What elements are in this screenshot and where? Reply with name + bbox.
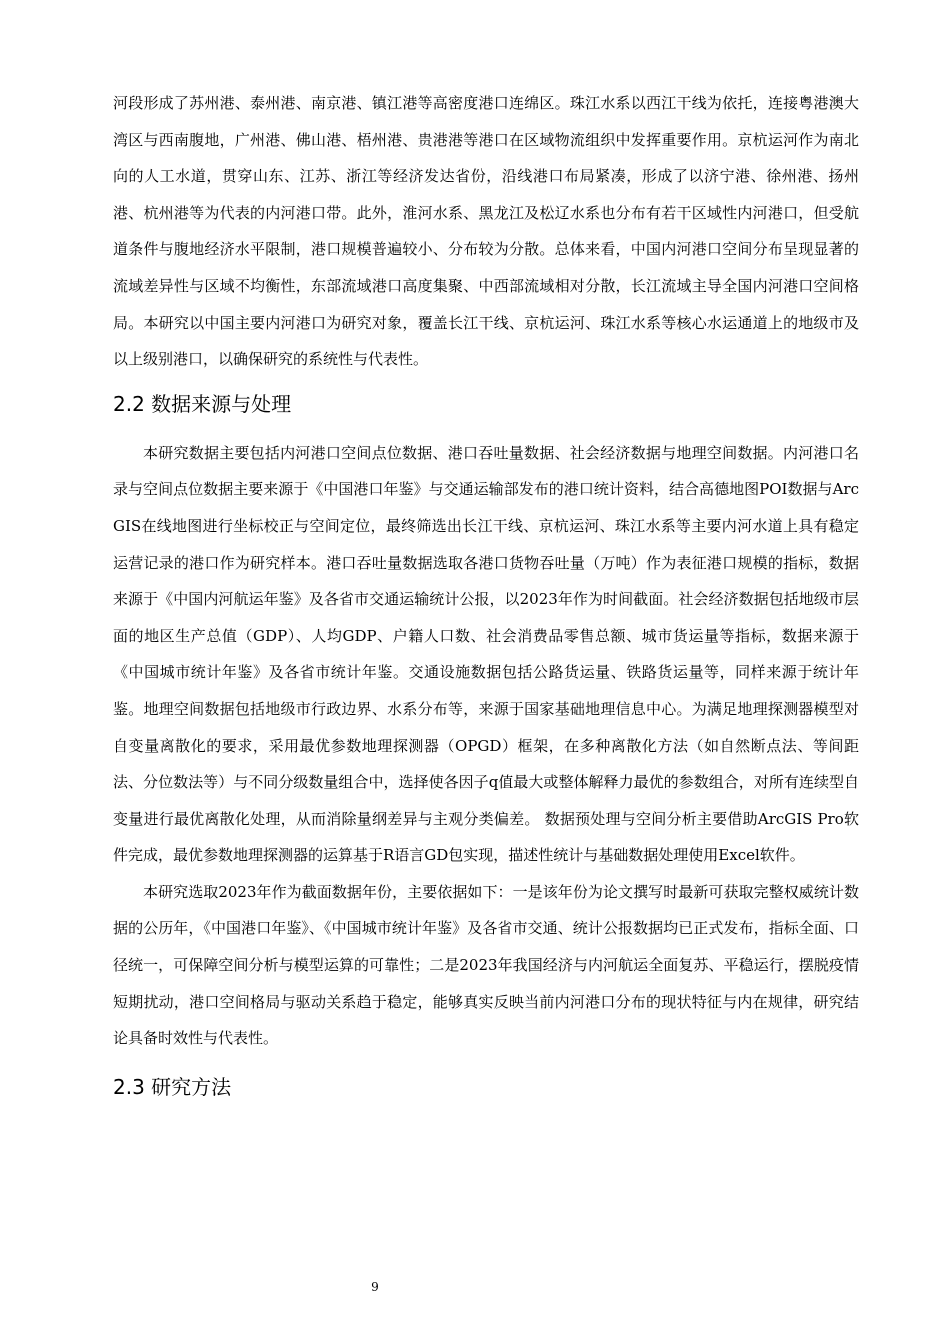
body-paragraph-data-sources: 本研究数据主要包括内河港口空间点位数据、港口吞吐量数据、社会经济数据与地理空间数据。内河港口名录与空间点位数据主要来源于《中国港口年鉴》与交通运输部发布的港口统计资料，结合高德地图POI数据与ArcGIS在线地图进行坐标校正与空间定位，最终筛选出长江干线、京杭运河、珠江水系等主要内河水道上具有稳定运营记录的港口作为研究样本。港口吞吐量数据选取各港口货物吞吐量（万吨）作为表征港口规模的指标，数据来源于《中国内河航运年鉴》及各省市交通运输统计公报，以2023年作为时间截面。社会经济数据包括地级市层面的地区生产总值（GDP）、人均GDP、户籍人口数、社会消费品零售总额、城市货运量等指标，数据来源于《中国城市统计年鉴》及各省市统计年鉴。交通设施数据包括公路货运量、铁路货运量等，同样来源于统计年鉴。地理空间数据包括地级市行政边界、水系分布等，来源于国家基础地理信息中心。为满足地理探测器模型对自变量离散化的要求，采用最优参数地理探测器（OPGD）框架，在多种离散化方法（如自然断点法、等间距法、分位数法等）与不同分级数量组合中，选择使各因子q值最大或整体解释力最优的参数组合，对所有连续型自变量进行最优离散化处理，从而消除量纲差异与主观分类偏差。 数据预处理与空间分析主要借助ArcGIS Pro软件完成，最优参数地理探测器的运算基于R语言GD包实现，描述性统计与基础数据处理使用Excel软件。	[113, 443, 859, 865]
section-heading-2-3: 2.3 研究方法	[113, 1074, 232, 1099]
body-paragraph-data-year: 本研究选取2023年作为截面数据年份，主要依据如下：一是该年份为论文撰写时最新可获取完整权威统计数据的公历年，《中国港口年鉴》、《中国城市统计年鉴》及各省市交通、统计公报数据均已正式发布，指标全面、口径统一，可保障空间分析与模型运算的可靠性；二是2023年我国经济与内河航运全面复苏、平稳运行，摆脱疫情短期扰动，港口空间格局与驱动关系趋于稳定，能够真实反映当前内河港口分布的现状特征与内在规律，研究结论具备时效性与代表性。	[113, 882, 859, 1048]
section-heading-2-2: 2.2 数据来源与处理	[113, 391, 292, 416]
page-body	[113, 85, 859, 1101]
page-number: 9	[371, 1280, 379, 1294]
body-paragraph-continued: 河段形成了苏州港、泰州港、南京港、镇江港等高密度港口连绵区。珠江水系以西江干线为依托，连接粤港澳大湾区与西南腹地，广州港、佛山港、梧州港、贵港港等港口在区域物流组织中发挥重要作用。京杭运河作为南北向的人工水道，贯穿山东、江苏、浙江等经济发达省份，沿线港口布局紧凑，形成了以济宁港、徐州港、扬州港、杭州港等为代表的内河港口带。此外，淮河水系、黑龙江及松辽水系也分布有若干区域性内河港口，但受航道条件与腹地经济水平限制，港口规模普遍较小、分布较为分散。总体来看，中国内河港口空间分布呈现显著的流域差异性与区域不均衡性，东部流域港口高度集聚、中西部流域相对分散，长江流域主导全国内河港口空间格局。本研究以中国主要内河港口为研究对象，覆盖长江干线、京杭运河、珠江水系等核心水运通道上的地级市及以上级别港口，以确保研究的系统性与代表性。	[113, 94, 859, 369]
